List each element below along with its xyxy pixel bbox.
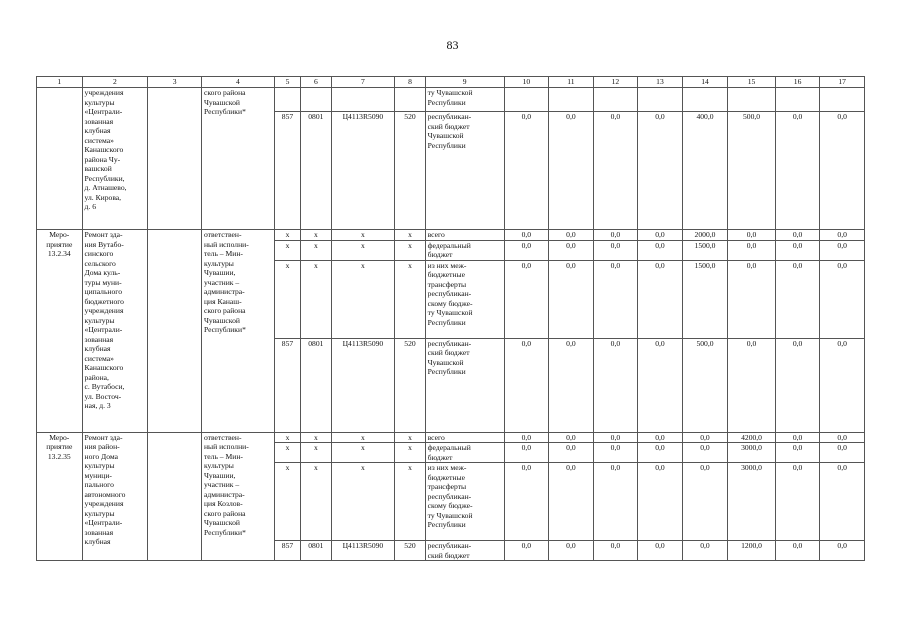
code-cell: х bbox=[301, 260, 331, 338]
code-cell: 520 bbox=[395, 338, 425, 432]
amount-cell: 0,0 bbox=[820, 463, 865, 541]
table-row bbox=[37, 432, 865, 443]
page-number: 83 bbox=[446, 38, 459, 52]
column-number-cell: 7 bbox=[331, 77, 395, 88]
amount-cell: 1500,0 bbox=[682, 240, 728, 260]
code-cell: х bbox=[395, 240, 425, 260]
amount-cell bbox=[775, 88, 820, 112]
column-number-cell: 10 bbox=[504, 77, 549, 88]
code-cell: х bbox=[301, 463, 331, 541]
amount-cell: 0,0 bbox=[593, 112, 638, 230]
amount-cell bbox=[638, 88, 683, 112]
amount-cell: 0,0 bbox=[638, 463, 683, 541]
funding-source-cell: республикан- ский бюджет Чувашской Республики bbox=[425, 338, 504, 432]
code-cell: х bbox=[395, 230, 425, 241]
amount-cell: 0,0 bbox=[638, 541, 683, 561]
code-cell: х bbox=[395, 432, 425, 443]
code-cell: х bbox=[301, 240, 331, 260]
amount-cell: 500,0 bbox=[682, 338, 728, 432]
code-cell: х bbox=[331, 463, 395, 541]
amount-cell: 0,0 bbox=[820, 240, 865, 260]
column-number-cell: 2 bbox=[82, 77, 148, 88]
funding-source-cell: из них меж- бюджетные трансферты республикан- скому бюдже- ту Чувашской Республики bbox=[425, 463, 504, 541]
amount-cell: 0,0 bbox=[593, 432, 638, 443]
amount-cell: 0,0 bbox=[728, 230, 776, 241]
code-cell bbox=[331, 88, 395, 112]
column-number-cell: 15 bbox=[728, 77, 776, 88]
amount-cell: 0,0 bbox=[775, 338, 820, 432]
amount-cell: 0,0 bbox=[682, 443, 728, 463]
amount-cell: 0,0 bbox=[638, 260, 683, 338]
amount-cell: 0,0 bbox=[775, 432, 820, 443]
amount-cell: 0,0 bbox=[638, 230, 683, 241]
responsible-cell: ответствен- ный исполни- тель – Мин- культуры Чувашии, участник – администра- ция Канаш- ского района Чувашской Республики* bbox=[201, 230, 274, 433]
code-cell bbox=[395, 88, 425, 112]
amount-cell bbox=[728, 88, 776, 112]
column-number-cell: 17 bbox=[820, 77, 865, 88]
amount-cell: 0,0 bbox=[593, 463, 638, 541]
amount-cell: 0,0 bbox=[638, 338, 683, 432]
column-number-cell: 1 bbox=[37, 77, 83, 88]
code-cell bbox=[274, 88, 300, 112]
code-cell: х bbox=[331, 432, 395, 443]
table-row bbox=[37, 88, 865, 112]
budget-table bbox=[36, 76, 865, 561]
amount-cell: 3000,0 bbox=[728, 463, 776, 541]
amount-cell: 0,0 bbox=[504, 230, 549, 241]
column-number-cell: 9 bbox=[425, 77, 504, 88]
amount-cell: 2000,0 bbox=[682, 230, 728, 241]
amount-cell: 0,0 bbox=[593, 260, 638, 338]
code-cell: х bbox=[331, 240, 395, 260]
column-number-cell: 4 bbox=[201, 77, 274, 88]
code-cell: х bbox=[331, 443, 395, 463]
code-cell: х bbox=[395, 443, 425, 463]
code-cell: х bbox=[331, 260, 395, 338]
amount-cell: 0,0 bbox=[775, 541, 820, 561]
amount-cell: 0,0 bbox=[682, 432, 728, 443]
code-cell: Ц4113R5090 bbox=[331, 541, 395, 561]
amount-cell: 0,0 bbox=[775, 112, 820, 230]
amount-cell: 0,0 bbox=[820, 338, 865, 432]
column-number-cell: 13 bbox=[638, 77, 683, 88]
funding-source-cell: федеральный бюджет bbox=[425, 240, 504, 260]
code-cell: 857 bbox=[274, 338, 300, 432]
table-row bbox=[37, 230, 865, 241]
code-cell: 0801 bbox=[301, 112, 331, 230]
event-number-cell: Меро- приятие 13.2.34 bbox=[37, 230, 83, 433]
amount-cell bbox=[820, 88, 865, 112]
code-cell: х bbox=[301, 230, 331, 241]
funding-source-cell: республикан- ский бюджет bbox=[425, 541, 504, 561]
column-number-cell: 3 bbox=[148, 77, 202, 88]
amount-cell: 0,0 bbox=[504, 443, 549, 463]
column-number-cell: 11 bbox=[549, 77, 594, 88]
amount-cell: 0,0 bbox=[504, 541, 549, 561]
amount-cell: 500,0 bbox=[728, 112, 776, 230]
funding-source-cell: всего bbox=[425, 230, 504, 241]
amount-cell: 0,0 bbox=[820, 541, 865, 561]
amount-cell: 0,0 bbox=[593, 443, 638, 463]
empty-cell bbox=[148, 432, 202, 561]
code-cell: 520 bbox=[395, 541, 425, 561]
amount-cell: 0,0 bbox=[820, 432, 865, 443]
code-cell: 857 bbox=[274, 541, 300, 561]
amount-cell: 0,0 bbox=[504, 240, 549, 260]
funding-source-cell: республикан- ский бюджет Чувашской Республики bbox=[425, 112, 504, 230]
code-cell: 857 bbox=[274, 112, 300, 230]
code-cell: х bbox=[274, 260, 300, 338]
amount-cell: 4200,0 bbox=[728, 432, 776, 443]
amount-cell: 0,0 bbox=[593, 230, 638, 241]
amount-cell: 0,0 bbox=[593, 240, 638, 260]
code-cell: х bbox=[301, 432, 331, 443]
empty-cell bbox=[148, 230, 202, 433]
column-number-cell: 6 bbox=[301, 77, 331, 88]
amount-cell: 0,0 bbox=[638, 432, 683, 443]
column-number-cell: 12 bbox=[593, 77, 638, 88]
amount-cell: 0,0 bbox=[638, 443, 683, 463]
column-number-cell: 14 bbox=[682, 77, 728, 88]
column-number-cell: 5 bbox=[274, 77, 300, 88]
amount-cell: 0,0 bbox=[820, 260, 865, 338]
amount-cell bbox=[504, 88, 549, 112]
amount-cell bbox=[593, 88, 638, 112]
funding-source-cell: федеральный бюджет bbox=[425, 443, 504, 463]
amount-cell: 0,0 bbox=[682, 541, 728, 561]
amount-cell: 0,0 bbox=[593, 541, 638, 561]
amount-cell: 0,0 bbox=[504, 260, 549, 338]
amount-cell: 0,0 bbox=[775, 463, 820, 541]
amount-cell bbox=[549, 88, 594, 112]
code-cell: х bbox=[395, 463, 425, 541]
code-cell: х bbox=[274, 230, 300, 241]
event-description-cell: Ремонт зда- ния район- ного Дома культуры муници- пального автономного учреждения культуры «Централи- зованная клубная bbox=[82, 432, 148, 561]
code-cell: 520 bbox=[395, 112, 425, 230]
amount-cell: 0,0 bbox=[775, 240, 820, 260]
event-description-cell: учреждения культуры «Централи- зованная клубная система» Канашского района Чу- вашской Республики, д. Атнашево, ул. Кирова, д. 6 bbox=[82, 88, 148, 230]
event-description-cell: Ремонт зда- ния Вутабо- синского сельского Дома куль- туры муни- ципального бюджетного учреждения культуры «Централи- зованная клубная система» Канашского района, с. Вутабоси, ул. Восточ- ная, д. 3 bbox=[82, 230, 148, 433]
amount-cell: 0,0 bbox=[820, 443, 865, 463]
column-number-row bbox=[37, 77, 865, 88]
amount-cell: 0,0 bbox=[638, 112, 683, 230]
amount-cell: 0,0 bbox=[549, 230, 594, 241]
code-cell: х bbox=[274, 240, 300, 260]
code-cell: х bbox=[395, 260, 425, 338]
amount-cell: 0,0 bbox=[775, 260, 820, 338]
amount-cell: 1200,0 bbox=[728, 541, 776, 561]
amount-cell: 3000,0 bbox=[728, 443, 776, 463]
amount-cell: 0,0 bbox=[504, 432, 549, 443]
amount-cell: 0,0 bbox=[775, 443, 820, 463]
amount-cell: 0,0 bbox=[549, 463, 594, 541]
responsible-cell: ответствен- ный исполни- тель – Мин- культуры Чувашии, участник – администра- ция Козлов- ского района Чувашской Республики* bbox=[201, 432, 274, 561]
amount-cell: 0,0 bbox=[549, 240, 594, 260]
amount-cell: 1500,0 bbox=[682, 260, 728, 338]
amount-cell: 0,0 bbox=[728, 260, 776, 338]
amount-cell: 0,0 bbox=[549, 541, 594, 561]
code-cell: 0801 bbox=[301, 338, 331, 432]
code-cell bbox=[301, 88, 331, 112]
amount-cell: 0,0 bbox=[820, 112, 865, 230]
column-number-cell: 16 bbox=[775, 77, 820, 88]
code-cell: х bbox=[274, 432, 300, 443]
amount-cell: 0,0 bbox=[638, 240, 683, 260]
amount-cell: 0,0 bbox=[504, 463, 549, 541]
amount-cell: 0,0 bbox=[549, 260, 594, 338]
amount-cell: 0,0 bbox=[820, 230, 865, 241]
responsible-cell: ского района Чувашской Республики* bbox=[201, 88, 274, 230]
amount-cell: 400,0 bbox=[682, 112, 728, 230]
code-cell: Ц4113R5090 bbox=[331, 338, 395, 432]
code-cell: х bbox=[274, 443, 300, 463]
amount-cell: 0,0 bbox=[549, 443, 594, 463]
empty-cell bbox=[148, 88, 202, 230]
event-number-cell bbox=[37, 88, 83, 230]
funding-source-cell: всего bbox=[425, 432, 504, 443]
event-number-cell: Меро- приятие 13.2.35 bbox=[37, 432, 83, 561]
amount-cell: 0,0 bbox=[593, 338, 638, 432]
amount-cell: 0,0 bbox=[549, 338, 594, 432]
column-number-cell: 8 bbox=[395, 77, 425, 88]
amount-cell: 0,0 bbox=[728, 240, 776, 260]
amount-cell: 0,0 bbox=[682, 463, 728, 541]
amount-cell: 0,0 bbox=[775, 230, 820, 241]
funding-source-cell: из них меж- бюджетные трансферты республикан- скому бюдже- ту Чувашской Республики bbox=[425, 260, 504, 338]
amount-cell: 0,0 bbox=[504, 338, 549, 432]
amount-cell: 0,0 bbox=[549, 112, 594, 230]
code-cell: х bbox=[331, 230, 395, 241]
code-cell: х bbox=[301, 443, 331, 463]
funding-source-cell: ту Чувашской Республики bbox=[425, 88, 504, 112]
code-cell: х bbox=[274, 463, 300, 541]
code-cell: Ц4113R5090 bbox=[331, 112, 395, 230]
amount-cell: 0,0 bbox=[549, 432, 594, 443]
amount-cell: 0,0 bbox=[504, 112, 549, 230]
code-cell: 0801 bbox=[301, 541, 331, 561]
amount-cell bbox=[682, 88, 728, 112]
amount-cell: 0,0 bbox=[728, 338, 776, 432]
